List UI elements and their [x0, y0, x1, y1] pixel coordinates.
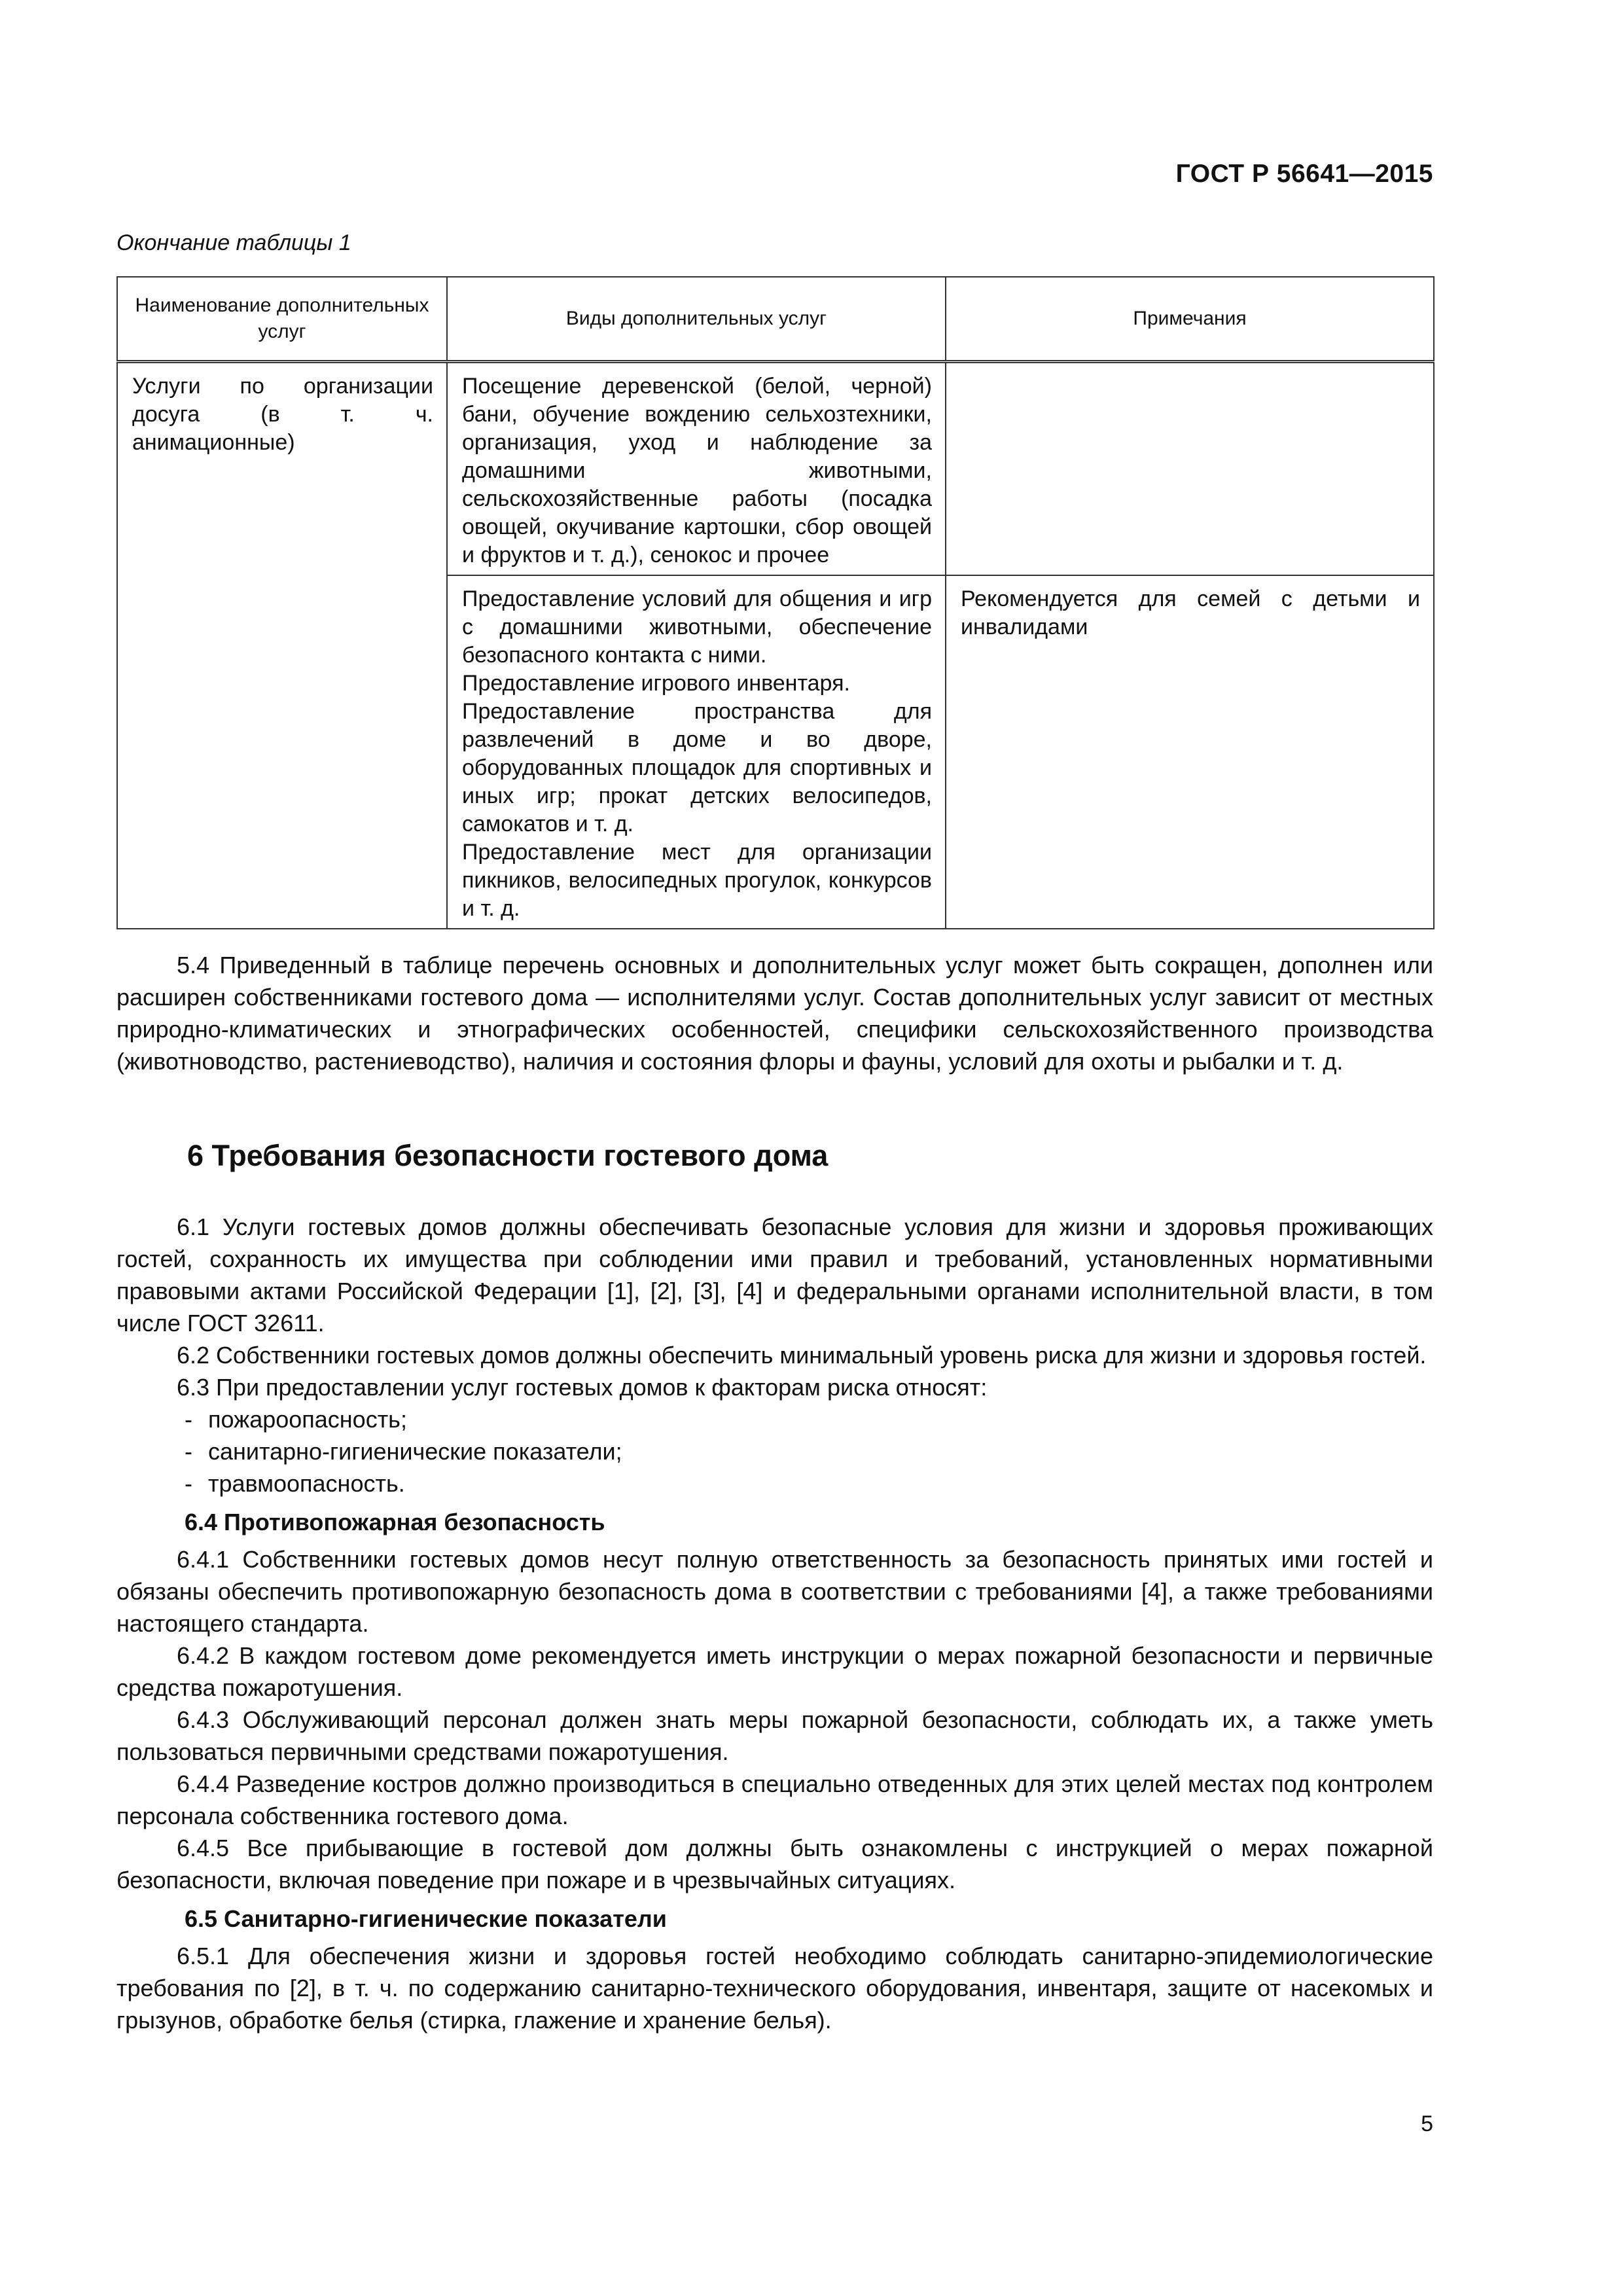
list-item: - санитарно-гигиенические показатели; [185, 1438, 622, 1465]
paragraph-6-5-1: 6.5.1 Для обеспечения жизни и здоровья гостей необходимо соблюдать санитарно-эпидемиологические требования по [2], в т. ч. по содержанию санитарно-технического оборудования, инвентаря, защите от насекомых и грызунов, обработке белья (стирка, глажение и хранение белья). [116, 1943, 1433, 2034]
table-cell-service-types: Посещение деревенской (белой, черной) бани, обучение вождению сельхозтехники, организация, уход и наблюдение за домашними животными, сельскохозяйственные работы (посадка овощей, окучивание картошки, сбор овощей и фруктов и т. д.), сенокос и прочее [447, 362, 946, 576]
service-type-line: Предоставление пространства для развлечений в доме и во дворе, оборудованных площадок для спортивных и иных игр; прокат детских велосипедов, самокатов и т. д. [462, 699, 932, 836]
services-table [116, 276, 1435, 929]
column-header-notes: Примечания [946, 277, 1434, 362]
service-type-line: Предоставление условий для общения и игр с домашними животными, обеспечение безопасного контакта с ними. [462, 586, 932, 668]
standard-code-header: ГОСТ Р 56641—2015 [1175, 160, 1433, 188]
risk-factor-text: санитарно-гигиенические показатели; [208, 1438, 622, 1465]
paragraph-6-4-5: 6.4.5 Все прибывающие в гостевой дом должны быть ознакомлены с инструкцией о мерах пожарной безопасности, включая поведение при пожаре и в чрезвычайных ситуациях. [116, 1835, 1433, 1893]
paragraph-6-4-4: 6.4.4 Разведение костров должно производиться в специально отведенных для этих целей местах под контролем персонала собственника гостевого дома. [116, 1770, 1433, 1829]
section-6-body [116, 1211, 1433, 2036]
risk-factor-text: травмоопасность. [208, 1470, 405, 1497]
paragraph-5-4: 5.4 Приведенный в таблице перечень основных и дополнительных услуг может быть сокращен, дополнен или расширен собственниками гостевого дома — исполнителями услуг. Состав дополнительных услуг зависит от местных природно-климатических и этнографических особенностей, специфики сельскохозяйственного производства (животноводство, растениеводство), наличия и состояния флоры и фауны, условий для охоты и рыбалки и т. д. [116, 952, 1433, 1075]
paragraph-6-3: 6.3 При предоставлении услуг гостевых домов к факторам риска относят: [177, 1374, 988, 1401]
table-cell-notes: Рекомендуется для семей с детьми и инвалидами [946, 575, 1434, 929]
risk-factor-text: пожароопасность; [208, 1406, 407, 1433]
table-header-row [117, 277, 1434, 362]
service-type-line: Предоставление игрового инвентаря. [462, 671, 850, 696]
table-caption: Окончание таблицы 1 [116, 230, 351, 255]
paragraph-6-4-2: 6.4.2 В каждом гостевом доме рекомендуется иметь инструкции о мерах пожарной безопасности и первичные средства пожаротушения. [116, 1642, 1433, 1701]
subsection-6-5-heading: 6.5 Санитарно-гигиенические показатели [185, 1905, 667, 1932]
paragraph-6-2: 6.2 Собственники гостевых домов должны обеспечить минимальный уровень риска для жизни и здоровья гостей. [177, 1342, 1427, 1369]
page-number: 5 [1421, 2111, 1433, 2136]
table-cell-service-name: Услуги по организации досуга (в т. ч. анимационные) [117, 362, 447, 929]
service-type-line: Предоставление мест для организации пикников, велосипедных прогулок, конкурсов и т. д. [462, 840, 932, 921]
subsection-6-4-heading: 6.4 Противопожарная безопасность [185, 1509, 605, 1535]
paragraph-5-4-block [116, 949, 1433, 1077]
table-row [117, 362, 1434, 576]
paragraph-6-4-3: 6.4.3 Обслуживающий персонал должен знать меры пожарной безопасности, соблюдать их, а также уметь пользоваться первичными средствами пожаротушения. [116, 1706, 1433, 1765]
paragraph-6-4-1: 6.4.1 Собственники гостевых домов несут полную ответственность за безопасность принятых ими гостей и обязаны обеспечить противопожарную безопасность дома в соответствии с требованиями [4], а также требованиями настоящего стандарта. [116, 1546, 1433, 1637]
list-item: - травмоопасность. [185, 1470, 405, 1497]
section-6-heading: 6 Требования безопасности гостевого дома [187, 1139, 829, 1172]
table-cell-notes [946, 362, 1434, 576]
column-header-service-name: Наименование дополнительных услуг [117, 277, 447, 362]
column-header-service-types: Виды дополнительных услуг [447, 277, 946, 362]
paragraph-6-1: 6.1 Услуги гостевых домов должны обеспечивать безопасные условия для жизни и здоровья проживающих гостей, сохранность их имущества при соблюдении ими правил и требований, установленных нормативными правовыми актами Российской Федерации [1], [2], [3], [4] и федеральными органами исполнительной власти, в том числе ГОСТ 32611. [116, 1213, 1433, 1336]
table-cell-service-types [447, 575, 946, 929]
list-item: - пожароопасность; [185, 1406, 407, 1433]
